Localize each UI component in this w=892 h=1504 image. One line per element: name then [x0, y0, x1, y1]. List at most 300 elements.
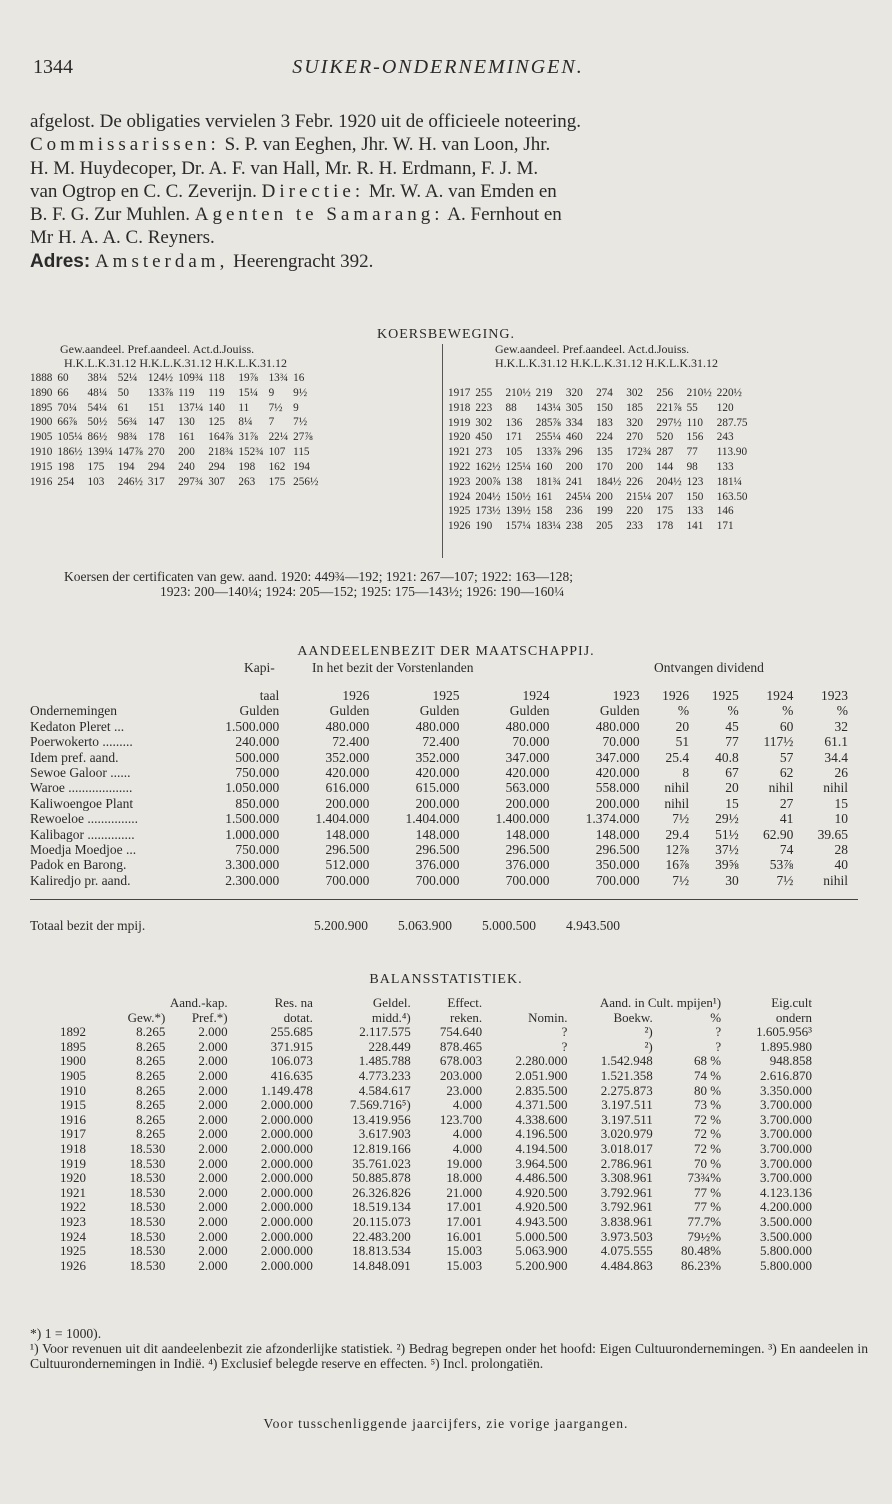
value-cell: 3.300.000 [225, 857, 280, 873]
value-cell: 700.000 [325, 872, 370, 888]
balans-cell: 16.001 [446, 1228, 483, 1244]
balans-cell: 2.000.000 [260, 1155, 313, 1171]
value-cell: 296.500 [505, 842, 550, 858]
year-cell: 1921 [448, 446, 471, 459]
balans-cell: 12.819.166 [352, 1140, 411, 1156]
koers-row [448, 504, 753, 519]
value-cell: 8 [682, 765, 690, 781]
balans-cell: 18.813.534 [352, 1243, 411, 1259]
balans-cell: 8.265 [136, 1024, 166, 1040]
balans-cell: 68 % [694, 1053, 722, 1069]
value-cell: 500.000 [235, 749, 280, 765]
balans-cell: 948.858 [769, 1053, 812, 1069]
balans-cell: 2.000 [198, 1097, 228, 1113]
koers-cell: 160 [535, 460, 553, 473]
value-cell: 420.000 [325, 765, 370, 781]
koers-cell: 139¼ [87, 445, 113, 458]
koers-cell: 224 [596, 431, 613, 444]
value-cell: 480.000 [325, 718, 370, 734]
balans-cell: ? [715, 1038, 722, 1054]
koers-cell: 175 [656, 505, 674, 518]
value-cell: 558.000 [595, 780, 640, 796]
value-cell: 30 [725, 872, 739, 888]
koers-cell: 147 [147, 416, 165, 429]
koers-cell: 296 [565, 446, 583, 459]
year-cell: 1922 [448, 460, 471, 473]
balans-row [60, 1098, 820, 1113]
koers-cell: 31⅞ [238, 431, 258, 444]
value-cell: 61.1 [824, 734, 848, 750]
year-cell: 1923 [448, 475, 471, 488]
aandeelenbezit-title: AANDEELENBEZIT DER MAATSCHAPPIJ. [297, 644, 595, 659]
head-cell: Pref.*) [191, 1009, 228, 1025]
koers-cell: 133 [686, 505, 704, 518]
koers-cell: 27⅞ [293, 431, 313, 444]
value-cell: 15 [725, 795, 739, 811]
koers-cell: 70¼ [57, 401, 77, 414]
koers-cell: 256 [656, 387, 674, 399]
value-cell: 1.374.000 [585, 811, 640, 827]
head-cell: reken. [450, 1009, 483, 1025]
total-1924: 5.000.500 [482, 918, 536, 933]
balans-cell: 20.115.073 [352, 1213, 411, 1229]
koers-row [448, 519, 753, 534]
koers-cell: 238 [565, 520, 583, 533]
koers-cell: 178 [147, 431, 165, 444]
unit-head: % [677, 703, 690, 719]
balans-cell: 2.000 [198, 1184, 228, 1200]
balans-row [60, 1259, 820, 1274]
head-cell: midd.⁴) [371, 1009, 411, 1025]
dividend-head: Ontvangen dividend [654, 660, 764, 675]
koers-row [30, 386, 323, 401]
balans-cell: 50.885.878 [352, 1170, 411, 1186]
intro-line: B. F. G. Zur Muhlen. Agenten te Samarang: A. Fernhout en [30, 204, 562, 226]
aandeelen-table [30, 688, 854, 888]
balans-row [60, 1069, 820, 1084]
balans-cell: 86.23% [681, 1257, 722, 1273]
balans-cell: 17.001 [446, 1199, 483, 1215]
balans-cell: 2.275.873 [600, 1082, 653, 1098]
koers-cell: 19⅞ [238, 372, 258, 384]
koers-cell: 200⅞ [475, 475, 501, 488]
company-name: Waroe ................... [30, 780, 133, 796]
koers-cell: 7½ [268, 401, 283, 414]
koers-cell: 60 [57, 372, 69, 384]
balans-cell: 13.419.956 [352, 1111, 411, 1127]
balans-cell: 77 % [694, 1184, 722, 1200]
company-row [30, 857, 854, 872]
total-label: Totaal bezit der mpij. [30, 918, 146, 933]
balans-cell: 2.000 [198, 1038, 228, 1054]
year-cell: 1926 [60, 1257, 86, 1273]
koers-cell: 220 [626, 505, 644, 518]
koers-cell: 9 [293, 401, 299, 414]
koers-cell: 105 [505, 446, 523, 459]
balans-cell: 2.000 [198, 1067, 228, 1083]
balans-cell: 3.792.961 [600, 1184, 653, 1200]
header-row [30, 703, 854, 718]
unit-head: Gulden [509, 703, 550, 719]
value-cell: 1.404.000 [405, 811, 460, 827]
koers-cell: 157¼ [505, 520, 531, 533]
agenten-label: Agenten te Samarang: [194, 204, 444, 226]
balans-cell: 79½% [687, 1228, 722, 1244]
koers-cell: 13¾ [268, 372, 289, 384]
value-cell: 39⅝ [715, 857, 739, 873]
value-cell: 32 [834, 718, 848, 734]
koers-cell: 38¼ [87, 372, 108, 384]
balans-cell: 3.500.000 [760, 1228, 812, 1244]
koers-cell: 256½ [293, 475, 319, 488]
koers-cell: 170 [596, 460, 613, 473]
koers-cell: 139½ [505, 505, 531, 518]
balans-cell: 4.584.617 [358, 1082, 411, 1098]
koers-cell: 204½ [656, 475, 682, 488]
koers-cell: 66⅞ [57, 416, 77, 429]
balans-row [60, 1157, 820, 1172]
balans-cell: 8.265 [136, 1082, 166, 1098]
balans-cell: 3.973.503 [600, 1228, 653, 1244]
value-cell: 70.000 [512, 734, 550, 750]
koers-cell: 161 [535, 490, 553, 503]
balans-cell: 8.265 [136, 1097, 166, 1113]
year-cell: 1920 [448, 431, 471, 444]
balans-cell: 5.800.000 [760, 1257, 812, 1273]
koers-cell: 200 [596, 490, 613, 503]
value-cell: 350.000 [595, 857, 640, 873]
year-cell: 1922 [60, 1199, 86, 1215]
blank-cell [60, 1011, 108, 1026]
value-cell: 700.000 [595, 872, 640, 888]
balans-cell: 8.265 [136, 1126, 166, 1142]
balans-cell: 3.700.000 [760, 1140, 812, 1156]
header-row [60, 996, 820, 1011]
koers-row [30, 445, 323, 460]
value-cell: 7½ [776, 872, 794, 888]
unit-head: Gulden [419, 703, 460, 719]
company-name: Kaliredjo pr. aand. [30, 872, 131, 888]
koers-cell: 125 [208, 416, 226, 429]
value-cell: 53⅞ [769, 857, 794, 873]
koers-cell: 54¼ [87, 401, 108, 414]
value-cell: 57 [779, 749, 794, 765]
year-head: 1925 [711, 688, 739, 703]
balans-cell: 4.484.863 [600, 1257, 653, 1273]
koers-right-head1: Gew.aandeel. Pref.aandeel. Act.d.Jouiss. [495, 342, 690, 356]
company-row [30, 719, 854, 734]
balans-cell: 4.943.500 [515, 1213, 568, 1229]
balans-row [60, 1244, 820, 1259]
company-row [30, 827, 854, 842]
certificaten-note-2: 1923: 200—140¼; 1924: 205—152; 1925: 175—143½; 1926: 190—160¼ [160, 584, 565, 599]
total-1925: 5.063.900 [398, 918, 452, 933]
balans-cell: 15.003 [446, 1257, 483, 1273]
koers-cell: 123 [686, 475, 704, 488]
koers-cell: 162½ [475, 460, 501, 473]
value-cell: 200.000 [595, 795, 640, 811]
value-cell: 296.500 [415, 842, 460, 858]
koers-row [448, 386, 753, 401]
koers-cell: 133⅞ [535, 446, 561, 459]
balans-cell: 4.486.500 [515, 1170, 568, 1186]
koers-cell: 130 [178, 416, 195, 429]
balans-cell: 2.000 [198, 1199, 228, 1215]
value-cell: 750.000 [235, 842, 280, 858]
koers-divider [442, 344, 443, 558]
balans-cell: 18.530 [129, 1199, 166, 1215]
balans-cell: 2.000 [198, 1155, 228, 1171]
balans-cell: 18.530 [129, 1228, 166, 1244]
balans-cell: 2.000.000 [260, 1111, 313, 1127]
balans-cell: 73 % [694, 1097, 722, 1113]
koers-cell: 270 [626, 431, 644, 444]
koers-cell: 113.90 [716, 446, 748, 459]
balans-cell: ²) [644, 1038, 653, 1054]
koers-cell: 140 [208, 401, 226, 414]
value-cell: 72.400 [332, 734, 370, 750]
balans-cell: 5.000.500 [515, 1228, 568, 1244]
koers-cell: 16 [293, 372, 305, 384]
balans-cell: 3.700.000 [760, 1155, 812, 1171]
year-cell: 1915 [30, 460, 53, 473]
company-row [30, 734, 854, 749]
balans-cell: 2.000.000 [260, 1243, 313, 1259]
koers-cell: 141 [686, 520, 704, 533]
balans-cell: 2.051.900 [515, 1067, 568, 1083]
koers-cell: 186½ [57, 445, 83, 458]
koers-cell: 450 [475, 431, 493, 444]
koers-cell: 103 [87, 475, 105, 488]
header-row [60, 1011, 820, 1026]
balans-cell: 2.000 [198, 1213, 228, 1229]
total-1926: 5.200.900 [314, 918, 368, 933]
koers-cell: 285⅞ [535, 416, 561, 429]
koers-cell: 236 [565, 505, 583, 518]
balans-cell: 3.617.903 [358, 1126, 411, 1142]
unit-head: Gulden [599, 703, 640, 719]
koers-row [448, 430, 753, 445]
company-name: Kedaton Pleret ... [30, 718, 125, 734]
year-cell: 1919 [60, 1155, 86, 1171]
unit-head: % [727, 703, 739, 719]
head-cell: Nomin. [528, 1009, 568, 1025]
koers-cell: 133⅞ [147, 386, 174, 399]
balans-cell: 4.371.500 [515, 1097, 568, 1113]
balans-cell: 80.48% [681, 1243, 722, 1259]
year-head: 1925 [432, 688, 460, 703]
koers-cell: 146 [716, 505, 734, 518]
balans-row [60, 1230, 820, 1245]
value-cell: 72.400 [422, 734, 460, 750]
balans-cell: 2.000 [198, 1170, 228, 1186]
year-cell: 1916 [60, 1111, 86, 1127]
value-cell: 352.000 [415, 749, 460, 765]
intro-line: H. M. Huydecoper, Dr. A. F. van Hall, Mr. R. H. Erdmann, F. J. M. [30, 157, 539, 179]
value-cell: 700.000 [415, 872, 460, 888]
balans-cell: 3.500.000 [760, 1213, 812, 1229]
value-cell: 1.000.000 [225, 826, 280, 842]
koers-cell: 204½ [475, 490, 501, 503]
koers-cell: 241 [565, 475, 583, 488]
koers-cell: 50½ [87, 416, 108, 429]
bezit-head: In het bezit der Vorstenlanden [312, 660, 474, 675]
koers-cell: 135 [596, 446, 613, 459]
koers-cell: 200 [178, 445, 195, 458]
koers-cell: 302 [626, 387, 644, 399]
company-row [30, 780, 854, 795]
koers-cell: 52¼ [117, 372, 138, 384]
value-cell: nihil [664, 780, 690, 796]
koers-cell: 210½ [686, 387, 712, 399]
company-name: Kaliwoengoe Plant [30, 795, 134, 811]
koers-cell: 171 [505, 431, 523, 444]
company-row [30, 796, 854, 811]
head-cell: Eig.cult [771, 995, 812, 1010]
koers-cell: 270 [147, 445, 165, 458]
year-cell: 1917 [448, 387, 471, 399]
balans-cell: 15.003 [446, 1243, 483, 1259]
balans-cell: 2.000.000 [260, 1184, 313, 1200]
year-cell: 1923 [60, 1213, 86, 1229]
value-cell: nihil [823, 872, 848, 888]
koers-row [448, 460, 753, 475]
value-cell: 512.000 [325, 857, 370, 873]
intro-line: Mr H. A. A. C. Reyners. [30, 227, 215, 249]
year-cell: 1910 [60, 1082, 86, 1098]
koers-cell: 183¼ [535, 520, 561, 533]
koers-cell: 8¼ [238, 416, 253, 429]
koers-cell: 152¾ [238, 445, 264, 458]
balansstatistiek-title: BALANSSTATISTIEK. [369, 972, 523, 987]
balans-cell: 3.308.961 [600, 1170, 653, 1186]
balans-cell: ? [715, 1024, 722, 1040]
value-cell: 15 [834, 795, 848, 811]
head-cell: Gew.*) [127, 1009, 166, 1025]
balans-cell: 2.000 [198, 1140, 228, 1156]
balans-cell: 18.000 [446, 1170, 483, 1186]
unit-head: % [836, 703, 848, 719]
koers-cell: 223 [475, 401, 493, 414]
koers-cell: 150 [596, 401, 613, 414]
balans-cell: 678.003 [439, 1053, 483, 1069]
koers-cell: 107 [268, 445, 286, 458]
adres-city: Amsterdam, [94, 250, 229, 272]
year-cell: 1900 [30, 416, 53, 429]
unit-head: Gulden [329, 703, 370, 719]
company-name: Rewoeloe ............... [30, 811, 138, 827]
koers-cell: 15¼ [238, 386, 258, 399]
koers-cell: 297½ [656, 416, 682, 429]
value-cell: 7½ [672, 872, 690, 888]
koers-cell: 9½ [293, 386, 308, 399]
company-row [30, 765, 854, 780]
value-cell: 376.000 [505, 857, 550, 873]
value-cell: nihil [664, 795, 690, 811]
balans-cell: 22.483.200 [352, 1228, 411, 1244]
balans-row [60, 1113, 820, 1128]
koers-row [448, 490, 753, 505]
balans-cell: 2.000.000 [260, 1257, 313, 1273]
value-cell: 376.000 [415, 857, 460, 873]
balans-row [60, 1215, 820, 1230]
balans-cell: 72 % [694, 1140, 722, 1156]
koers-cell: 150 [686, 490, 704, 503]
closing-note: Voor tusschenliggende jaarcijfers, zie vorige jaargangen. [263, 1416, 629, 1431]
balans-cell: 3.700.000 [760, 1170, 812, 1186]
balans-cell: 21.000 [446, 1184, 483, 1200]
year-cell: 1926 [448, 520, 471, 533]
value-cell: 60 [779, 718, 794, 734]
balans-cell: 2.616.870 [760, 1067, 812, 1083]
balans-cell: 371.915 [270, 1038, 313, 1054]
koers-cell: 50 [117, 386, 129, 399]
balans-row [60, 1186, 820, 1201]
balans-cell: 4.196.500 [515, 1126, 568, 1142]
balans-cell: 18.519.134 [352, 1199, 411, 1215]
balans-cell: 203.000 [439, 1067, 483, 1083]
balans-cell: 3.838.961 [600, 1213, 653, 1229]
year-cell: 1890 [30, 386, 53, 399]
balans-cell: 4.000 [452, 1097, 483, 1113]
head-cell: dotat. [283, 1009, 313, 1025]
balans-cell: 3.018.017 [600, 1140, 653, 1156]
balans-cell: 2.280.000 [515, 1053, 568, 1069]
value-cell: 1.404.000 [315, 811, 370, 827]
value-cell: 240.000 [235, 734, 280, 750]
koers-left-head1: Gew.aandeel. Pref.aandeel. Act.d.Jouiss. [60, 342, 255, 356]
year-cell: 1892 [60, 1024, 86, 1040]
company-name: Idem pref. aand. [30, 749, 119, 765]
koers-cell: 184½ [596, 475, 622, 488]
value-cell: 480.000 [505, 718, 550, 734]
head-cell: Aand.-kap. [169, 995, 228, 1010]
head-cell: ondern [775, 1009, 812, 1025]
balans-cell: 7.569.716⁵) [349, 1097, 411, 1113]
value-cell: 1.500.000 [225, 718, 280, 734]
koers-cell: 181¼ [716, 475, 742, 488]
year-cell: 1920 [60, 1170, 86, 1186]
balans-cell: 2.000.000 [260, 1213, 313, 1229]
balans-cell: 3.700.000 [760, 1097, 812, 1113]
koers-cell: 98¾ [117, 431, 138, 444]
value-cell: 10 [834, 811, 848, 827]
value-cell: 7½ [672, 811, 690, 827]
footnote-text: ¹) Voor revenuen uit dit aandeelenbezit zie afzonderlijke statistiek. ²) Bedrag begrepen onder het hoofd: Eigen Cultuurondernemingen. ³) En aandeelen in Cultuurondernemingen in Indië. ⁴) Exclusief belegde reserve en effecten. ⁵) Incl. prolongatiën. [30, 1340, 868, 1371]
koers-row [30, 475, 323, 490]
company-name: Padok en Barong. [30, 857, 127, 873]
koers-cell: 254 [57, 475, 75, 488]
address-line: Adres: Amsterdam, Heerengracht 392. [30, 250, 374, 272]
koers-cell: 218¾ [208, 445, 234, 458]
balans-cell: 3.197.511 [601, 1097, 653, 1113]
value-cell: 34.4 [824, 749, 848, 765]
koersbeweging-title: KOERSBEWEGING. [376, 327, 516, 342]
koers-row [448, 445, 753, 460]
year-head: 1924 [522, 688, 550, 703]
adres-label: Adres: [30, 250, 91, 272]
koers-cell: 156 [686, 431, 704, 444]
balans-cell: 754.640 [439, 1024, 483, 1040]
balans-cell: 1.542.948 [600, 1053, 653, 1069]
balans-cell: 2.000 [198, 1126, 228, 1142]
koers-cell: 125¼ [505, 460, 531, 473]
value-cell: 41 [779, 811, 794, 827]
value-cell: 77 [725, 734, 739, 750]
balans-row [60, 1025, 820, 1040]
koers-cell: 98 [686, 460, 698, 473]
balans-cell: 4.075.555 [600, 1243, 653, 1259]
